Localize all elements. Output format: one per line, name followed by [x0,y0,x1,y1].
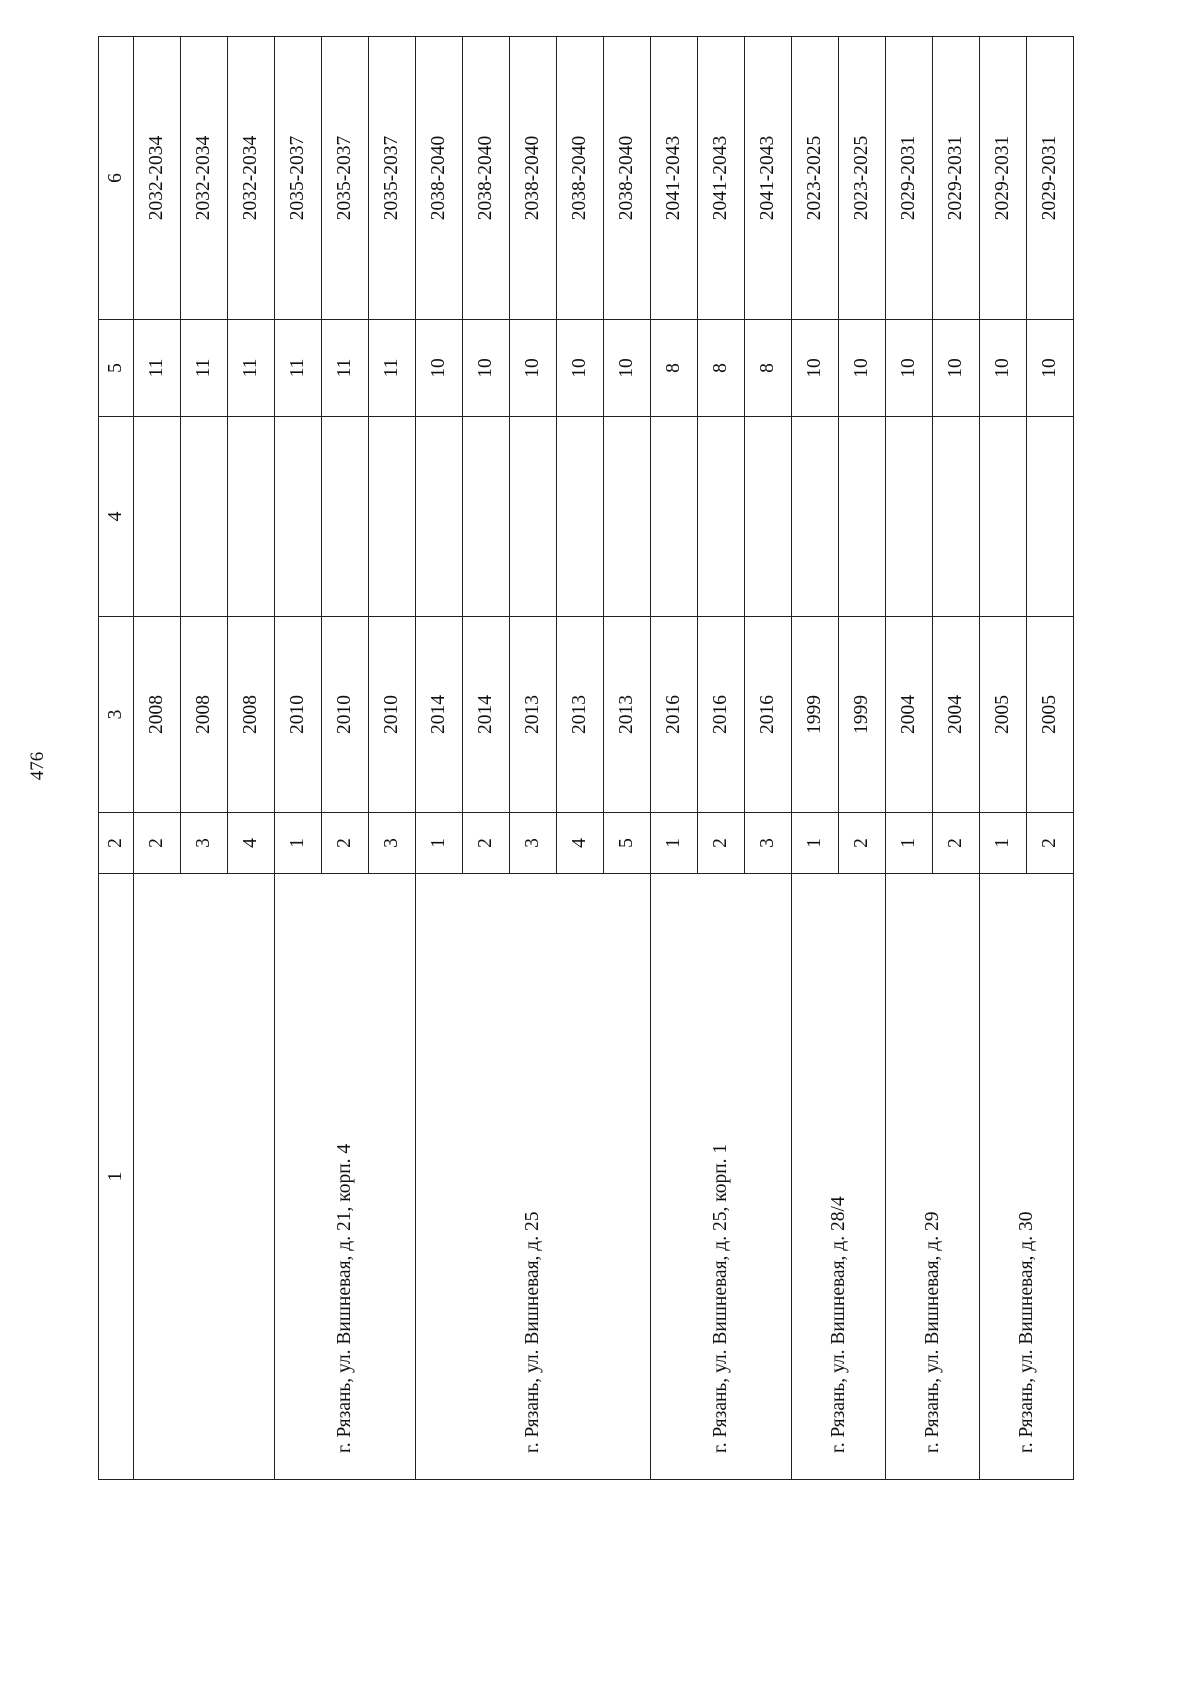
col6-cell: 2038-2040 [463,37,510,320]
table-body [99,37,1074,1480]
col6-cell: 2023-2025 [839,37,886,320]
col4-cell [745,417,792,617]
col4-cell [416,417,463,617]
address-cell: г. Рязань, ул. Вишневая, д. 28/4 [792,874,886,1480]
col6-cell: 2041-2043 [745,37,792,320]
col3-cell: 2010 [369,617,416,813]
col5-cell: 11 [181,320,228,417]
col2-cell: 3 [369,813,416,874]
col3-cell: 2016 [698,617,745,813]
col3-cell: 2004 [886,617,933,813]
col6-cell: 2038-2040 [416,37,463,320]
col5-cell: 8 [698,320,745,417]
page-number: 476 [27,751,48,781]
col4-cell [463,417,510,617]
table-row [134,37,181,1480]
col2-cell: 2 [698,813,745,874]
col5-cell: 10 [604,320,651,417]
col4-cell [134,417,181,617]
col2-cell: 1 [651,813,698,874]
col3-cell: 2005 [1027,617,1074,813]
col2-cell: 1 [416,813,463,874]
col2-cell: 1 [275,813,322,874]
col2-cell: 1 [980,813,1027,874]
col2-cell: 2 [134,813,181,874]
col4-cell [1027,417,1074,617]
col6-cell: 2041-2043 [651,37,698,320]
rotated-page-content [98,37,1074,1480]
table-row [792,37,839,1480]
col4-cell [886,417,933,617]
col6-cell: 2029-2031 [886,37,933,320]
header-cell: 5 [99,320,134,417]
register-table [98,36,1074,1480]
col3-cell: 2008 [228,617,275,813]
col5-cell: 10 [463,320,510,417]
address-cell [134,874,275,1480]
col3-cell: 2014 [463,617,510,813]
col4-cell [933,417,980,617]
col5-cell: 10 [886,320,933,417]
col6-cell: 2029-2031 [1027,37,1074,320]
header-cell: 3 [99,617,134,813]
table-row [980,37,1027,1480]
col6-cell: 2035-2037 [275,37,322,320]
col5-cell: 8 [745,320,792,417]
col4-cell [651,417,698,617]
address-cell: г. Рязань, ул. Вишневая, д. 29 [886,874,980,1480]
col4-cell [510,417,557,617]
address-cell: г. Рязань, ул. Вишневая, д. 25, корп. 1 [651,874,792,1480]
col3-cell: 1999 [839,617,886,813]
col4-cell [604,417,651,617]
header-cell: 6 [99,37,134,320]
col3-cell: 2013 [557,617,604,813]
col3-cell: 2013 [604,617,651,813]
table-row [651,37,698,1480]
col6-cell: 2029-2031 [980,37,1027,320]
col4-cell [557,417,604,617]
col2-cell: 1 [886,813,933,874]
table-row [886,37,933,1480]
col3-cell: 1999 [792,617,839,813]
col5-cell: 10 [933,320,980,417]
col2-cell: 3 [181,813,228,874]
col3-cell: 2016 [651,617,698,813]
col3-cell: 2010 [275,617,322,813]
col5-cell: 10 [557,320,604,417]
col5-cell: 10 [839,320,886,417]
col4-cell [698,417,745,617]
col6-cell: 2035-2037 [369,37,416,320]
col2-cell: 3 [745,813,792,874]
col6-cell: 2038-2040 [604,37,651,320]
col5-cell: 10 [980,320,1027,417]
col2-cell: 3 [510,813,557,874]
col4-cell [980,417,1027,617]
col5-cell: 10 [416,320,463,417]
col6-cell: 2032-2034 [134,37,181,320]
col4-cell [228,417,275,617]
col5-cell: 11 [228,320,275,417]
col4-cell [839,417,886,617]
address-cell: г. Рязань, ул. Вишневая, д. 25 [416,874,651,1480]
col3-cell: 2016 [745,617,792,813]
col2-cell: 2 [322,813,369,874]
col6-cell: 2029-2031 [933,37,980,320]
col4-cell [369,417,416,617]
col6-cell: 2032-2034 [228,37,275,320]
col3-cell: 2008 [134,617,181,813]
col3-cell: 2005 [980,617,1027,813]
address-cell: г. Рязань, ул. Вишневая, д. 21, корп. 4 [275,874,416,1480]
col5-cell: 11 [369,320,416,417]
col2-cell: 2 [1027,813,1074,874]
col5-cell: 11 [134,320,181,417]
col5-cell: 10 [792,320,839,417]
col3-cell: 2013 [510,617,557,813]
col4-cell [792,417,839,617]
col5-cell: 11 [275,320,322,417]
header-cell: 1 [99,874,134,1480]
col5-cell: 8 [651,320,698,417]
col4-cell [181,417,228,617]
col6-cell: 2038-2040 [557,37,604,320]
address-cell: г. Рязань, ул. Вишневая, д. 30 [980,874,1074,1480]
col4-cell [275,417,322,617]
table-row [275,37,322,1480]
col2-cell: 2 [463,813,510,874]
table-row [416,37,463,1480]
col6-cell: 2023-2025 [792,37,839,320]
header-cell: 2 [99,813,134,874]
col3-cell: 2008 [181,617,228,813]
col4-cell [322,417,369,617]
col3-cell: 2014 [416,617,463,813]
col2-cell: 1 [792,813,839,874]
col5-cell: 10 [510,320,557,417]
col5-cell: 11 [322,320,369,417]
col6-cell: 2035-2037 [322,37,369,320]
col6-cell: 2032-2034 [181,37,228,320]
col2-cell: 2 [933,813,980,874]
col3-cell: 2004 [933,617,980,813]
col2-cell: 5 [604,813,651,874]
table-header-row [99,37,134,1480]
col2-cell: 4 [228,813,275,874]
header-cell: 4 [99,417,134,617]
col5-cell: 10 [1027,320,1074,417]
col2-cell: 4 [557,813,604,874]
col2-cell: 2 [839,813,886,874]
col3-cell: 2010 [322,617,369,813]
col6-cell: 2041-2043 [698,37,745,320]
col6-cell: 2038-2040 [510,37,557,320]
